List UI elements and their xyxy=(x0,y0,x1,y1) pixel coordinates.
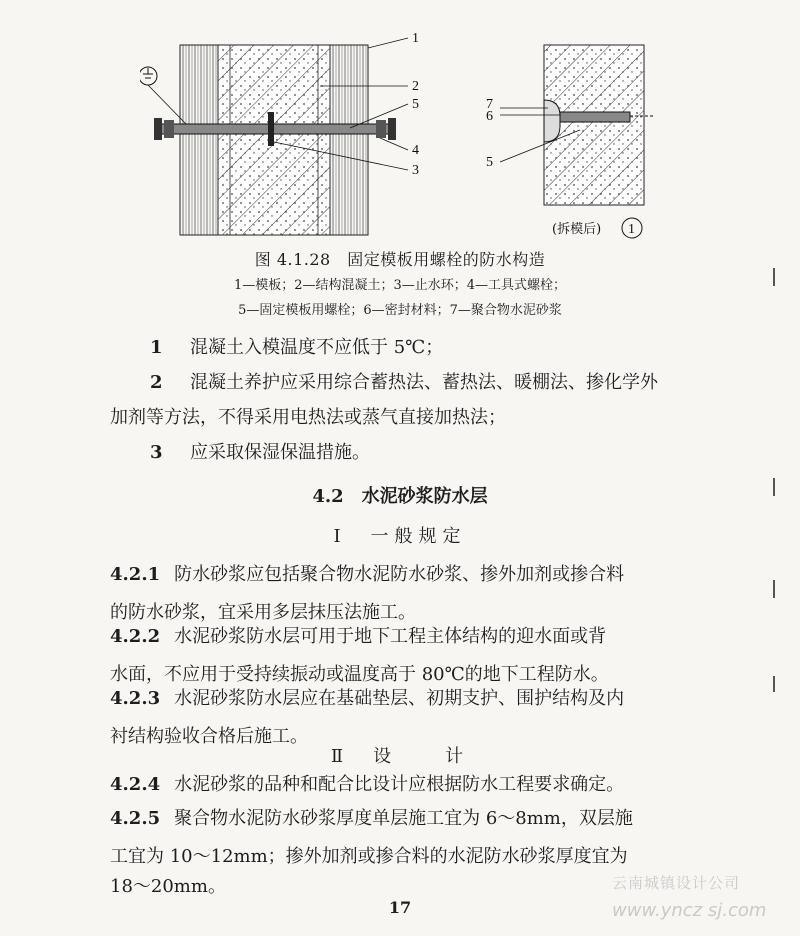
clause-4-2-4 xyxy=(110,766,690,804)
item-text: 混凝土养护应采用综合蓄热法、蓄热法、暖棚法、掺化学外 xyxy=(190,372,658,393)
section-heading xyxy=(0,482,800,508)
figure-caption: 图 4.1.28 固定模板用螺栓的防水构造 xyxy=(254,250,546,269)
figure-legend-line-2: 5—固定模板用螺栓；6—密封材料；7—聚合物水泥砂浆 xyxy=(238,303,562,318)
item-number: 2 xyxy=(150,372,163,393)
clause-number: 4.2.4 xyxy=(110,774,161,795)
right-section-drawing xyxy=(500,45,655,205)
item-number: 1 xyxy=(150,337,163,358)
callout-3: 3 xyxy=(412,163,419,178)
clause-text: 18～20mm。 xyxy=(110,876,226,897)
clause-number: 4.2.1 xyxy=(110,564,161,585)
scan-edge-mark xyxy=(773,676,775,692)
clause-number: 4.2.3 xyxy=(110,688,161,709)
callout-5: 5 xyxy=(412,97,419,112)
right-note: (拆模后) xyxy=(552,222,602,237)
figure-legend-line-1: 1—模板；2—结构混凝土；3—止水环；4—工具式螺栓； xyxy=(233,278,567,293)
bolt-waterproof-figure xyxy=(140,20,680,245)
clause-text: 的防水砂浆，宜采用多层抹压法施工。 xyxy=(110,602,416,623)
clause-text: 工宜为 10～12mm；掺外加剂或掺合料的水泥防水砂浆厚度宜为 xyxy=(110,846,628,867)
item-text: 混凝土入模温度不应低于 5℃； xyxy=(190,337,444,358)
callout-5-right: 5 xyxy=(486,155,493,170)
callout-1: 1 xyxy=(412,31,419,46)
clause-text: 衬结构验收合格后施工。 xyxy=(110,726,308,747)
callout-7: 7 xyxy=(486,97,493,112)
left-callouts xyxy=(412,31,419,178)
clause-text: 水泥砂浆防水层可用于地下工程主体结构的迎水面或背 xyxy=(174,626,607,647)
section-number: 4.2 xyxy=(312,486,344,507)
section-title: 水泥砂浆防水层 xyxy=(361,486,488,507)
scan-edge-mark xyxy=(773,478,775,496)
item-text: 加剂等方法，不得采用电热法或蒸气直接加热法； xyxy=(110,407,506,428)
callout-2: 2 xyxy=(412,79,419,94)
right-callouts xyxy=(486,97,493,170)
list-item-continuation xyxy=(110,400,690,435)
scan-edge-mark xyxy=(773,268,775,286)
item-number: 3 xyxy=(150,442,163,463)
subsection-heading-design: Ⅱ 设 计 xyxy=(330,746,470,767)
item-text: 应采取保湿保温措施。 xyxy=(190,442,370,463)
circled-number-text: 1 xyxy=(628,222,635,237)
left-section-drawing xyxy=(140,38,408,235)
clause-4-2-5 xyxy=(110,800,690,876)
clause-text: 防水砂浆应包括聚合物水泥防水砂浆、掺外加剂或掺合料 xyxy=(174,564,625,585)
callout-4: 4 xyxy=(412,143,419,158)
clause-number: 4.2.2 xyxy=(110,626,161,647)
list-item xyxy=(110,365,690,400)
watermark-company: 云南城镇设计公司 xyxy=(612,874,741,892)
callout-6: 6 xyxy=(486,109,493,124)
scan-edge-mark xyxy=(773,580,775,598)
clause-number: 4.2.5 xyxy=(110,808,161,829)
subsection-heading-general: Ⅰ 一般规定 xyxy=(333,526,467,547)
clause-text: 水泥砂浆的品种和配合比设计应根据防水工程要求确定。 xyxy=(174,774,625,795)
clause-text: 水面，不应用于受持续振动或温度高于 80℃的地下工程防水。 xyxy=(110,664,609,685)
watermark-url: www.yncz sj.com xyxy=(612,900,767,921)
clause-text: 水泥砂浆防水层应在基础垫层、初期支护、围护结构及内 xyxy=(174,688,625,709)
clause-text: 聚合物水泥防水砂浆厚度单层施工宜为 6～8mm，双层施 xyxy=(174,808,633,829)
list-item xyxy=(110,435,690,470)
list-item xyxy=(110,330,690,365)
page-number: 17 xyxy=(388,898,412,917)
